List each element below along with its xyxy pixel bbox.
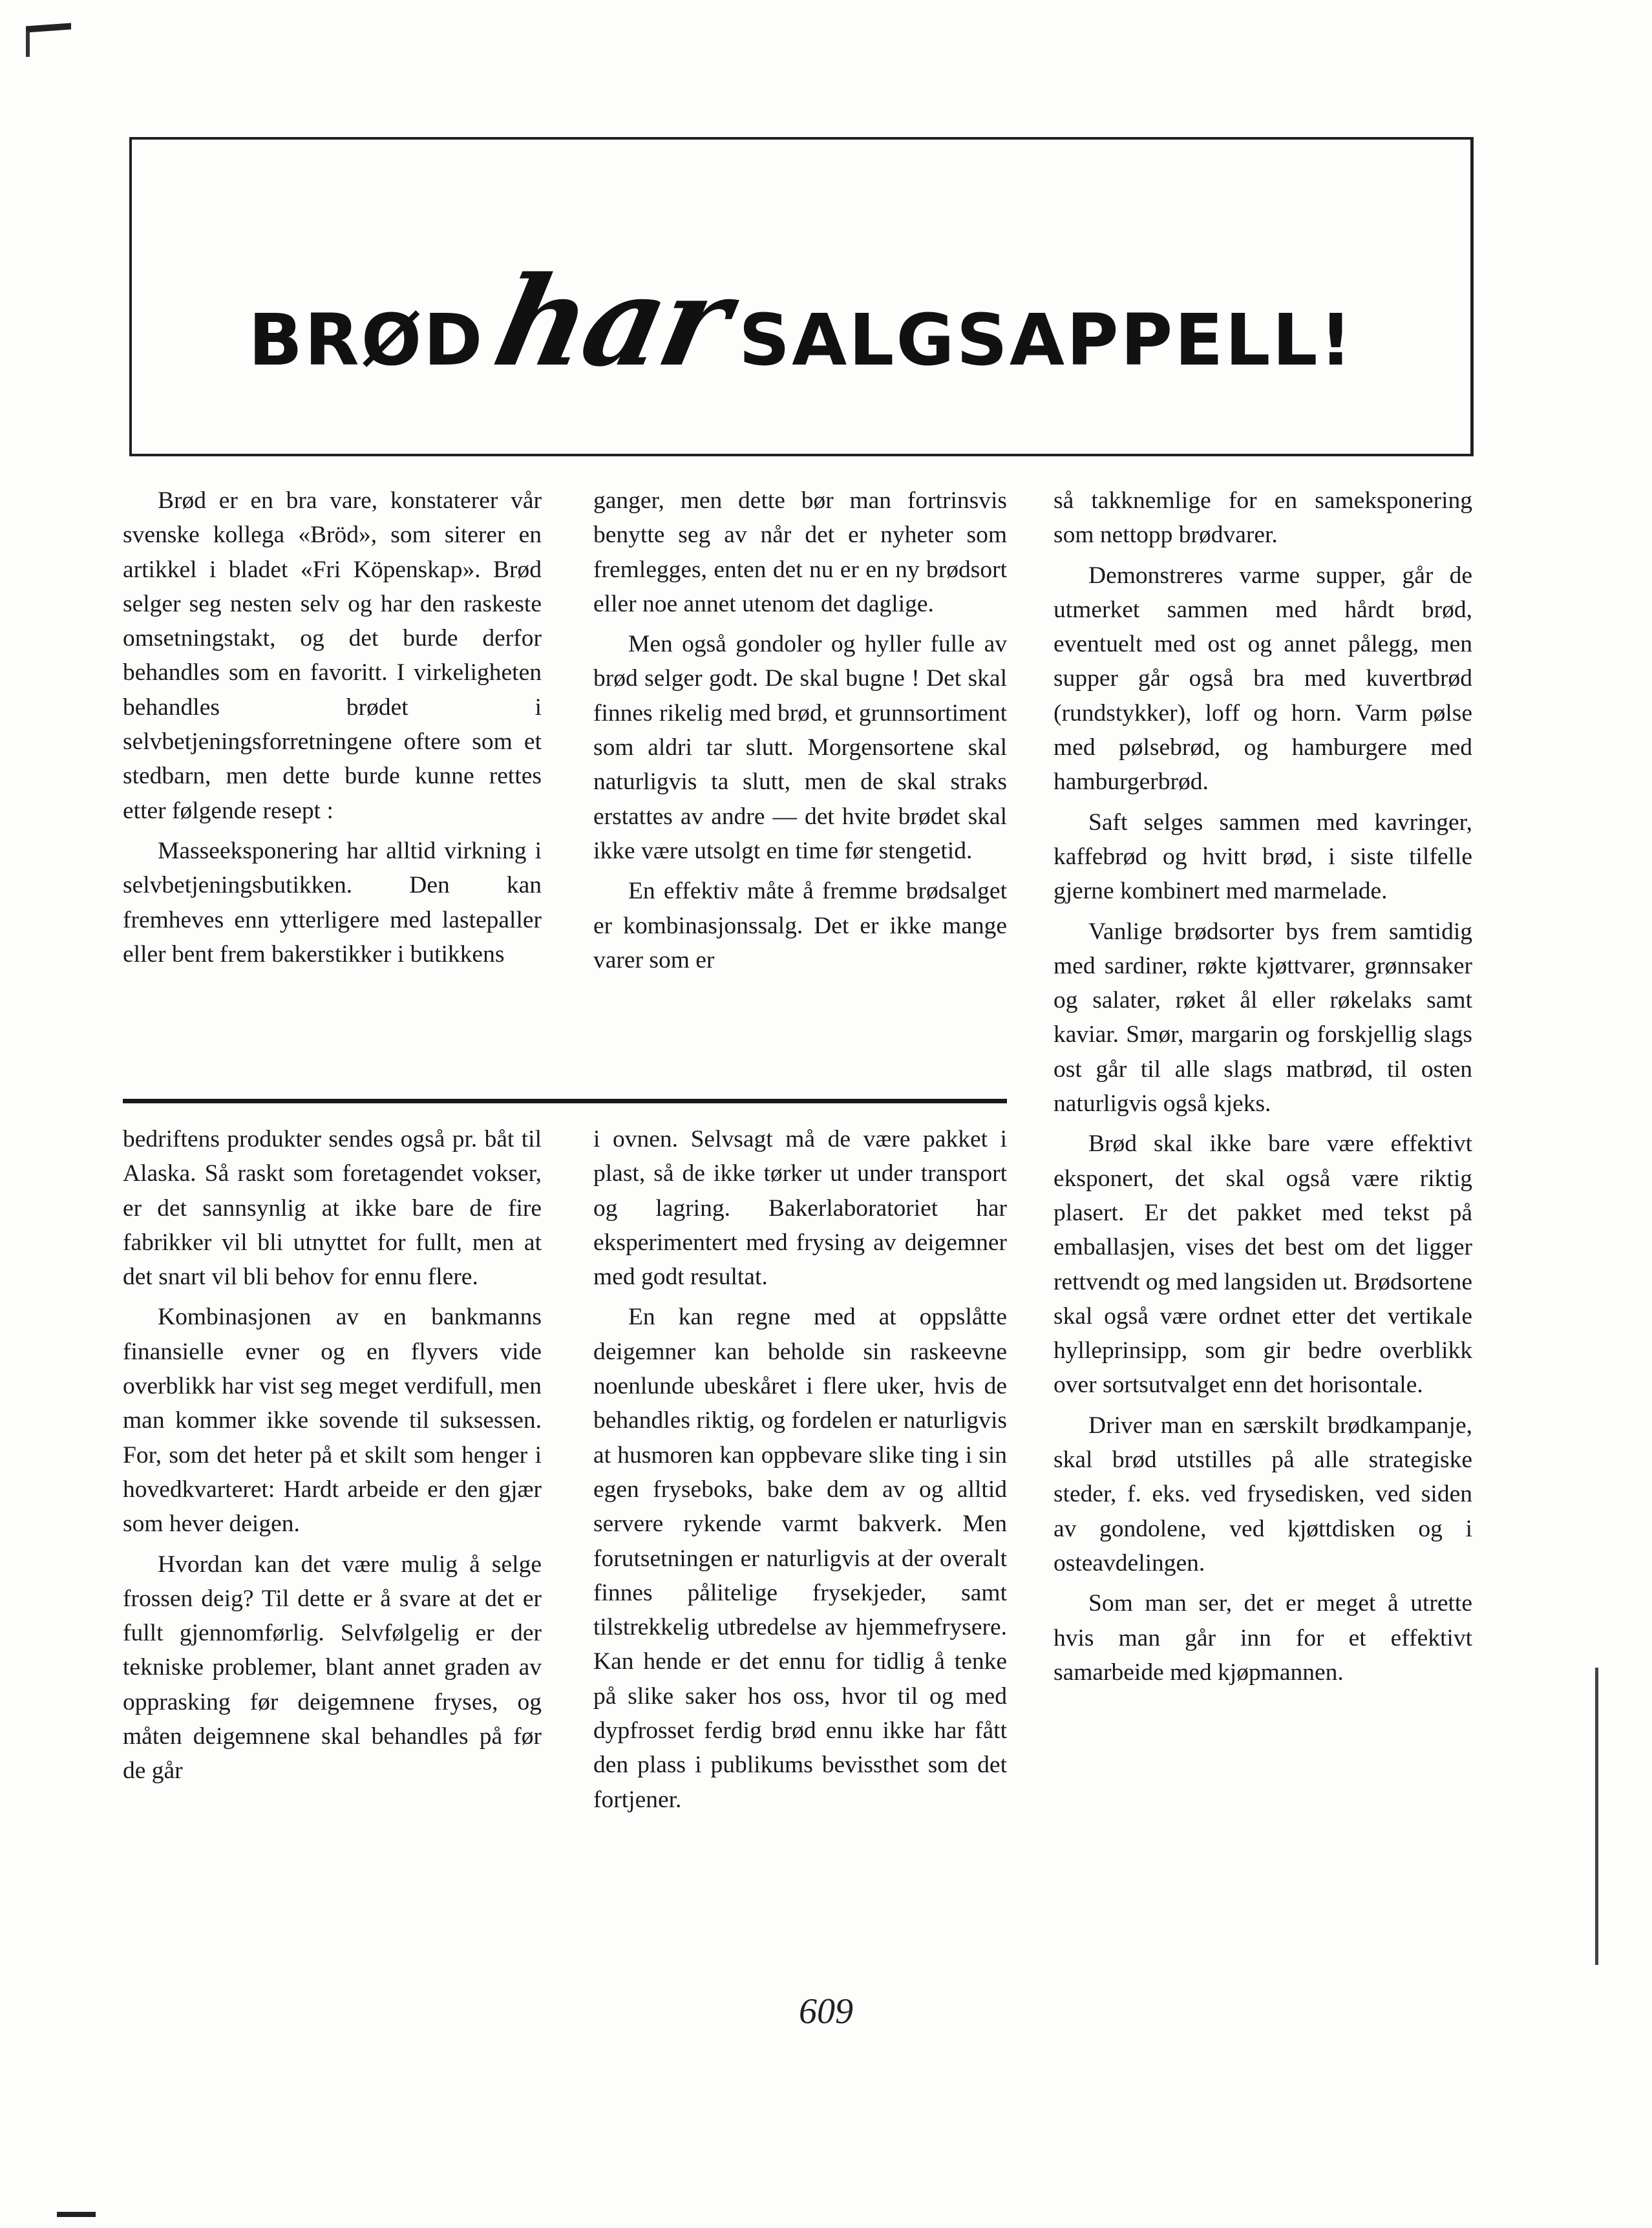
section-divider (123, 1099, 1007, 1103)
paragraph: Hvordan kan det være mulig å selge frossen deig? Til dette er å svare at det er fullt gjennomførlig. Selvfølgelig er der tekniske problemer, blant annet graden av opprasking før deigemnene fryses, og måten deigemnene skal behandles på før de går (123, 1551, 542, 1785)
column-1-bottom (123, 1122, 542, 1794)
scan-edge-mark (26, 31, 30, 57)
scan-edge-mark (26, 23, 71, 33)
title-left-word: BRØD (248, 299, 485, 381)
column-2-bottom (593, 1122, 1007, 1823)
paragraph: så takknemlige for en sameksponering som nettopp brødvarer. (1054, 487, 1472, 549)
paragraph: Brød er en bra vare, konstaterer vår svenske kollega «Bröd», som siterer en artikkel i bladet «Fri Köpenskap». Brød selger seg nesten selv og har den raskeste omsetningstakt, og det burde derfor behandles som en favoritt. I virkeligheten behandles brødet i selvbetjeningsforretningene oftere som et stedbarn, men dette burde kunne rettes etter følgende resept : (123, 487, 542, 824)
title-script-word: har (483, 249, 740, 394)
paragraph: Som man ser, det er meget å utrette hvis man går inn for et effektivt samarbeide med kjøpmannen. (1054, 1590, 1472, 1686)
title-frame (129, 137, 1474, 456)
paragraph: Men også gondoler og hyller fulle av brød selger godt. De skal bugne ! Det skal finnes rikelig med brød, et grunnsortiment som aldri tar slutt. Morgensortene skal naturligvis ta slutt, men de skal straks erstattes av andre — det hvite brødet skal ikke være utsolgt en time før stengetid. (593, 631, 1007, 864)
title-right-word: SALGSAPPELL! (738, 299, 1354, 381)
paragraph: En kan regne med at oppslåtte deigemner kan beholde sin raskeevne noenlunde ubeskåret i flere uker, hvis de behandles riktig, og fordelen er naturligvis at husmoren kan oppbevare slike ting i sin egen fryseboks, bake dem av og alltid servere rykende varmt bakverk. Men forutsetningen er naturligvis at der overalt finnes pålitelige frysekjeder, samt tilstrekkelig utbredelse av hjemmefrysere. Kan hende er det ennu for tidlig å tenke på slike saker hos oss, hvor til og med dypfrosset ferdig brød ennu ikke har fått den plass i publikums bevissthet som det fortjener. (593, 1304, 1007, 1813)
paragraph: Kombinasjonen av en bankmanns finansielle evner og en flyvers vide overblikk har vist seg meget verdifull, men man kommer ikke sovende til suksessen. For, som det heter på et skilt som henger i hovedkvarteret: Hardt arbeide er den gjær som hever deigen. (123, 1304, 542, 1538)
column-3 (1054, 483, 1472, 1695)
column-2-top (593, 483, 1007, 983)
paragraph: Brød skal ikke bare være effektivt eksponert, det skal også være riktig plasert. Er det pakket med tekst på emballasjen, vises det best om det ligger rettvendt og med langsiden ut. Brødsortene skal også være ordnet etter det vertikale hylleprinsipp, som gir bedre overblikk over sortsutvalget enn det horisontale. (1054, 1130, 1472, 1399)
paragraph: Vanlige brødsorter bys frem samtidig med sardiner, røkte kjøttvarer, grønnsaker og salater, røket ål eller røkelaks samt kaviar. Smør, margarin og forskjellig slags ost går til alle slags matbrød, til osten naturligvis også kjeks. (1054, 918, 1472, 1118)
column-1-top (123, 483, 542, 977)
paragraph: Demonstreres varme supper, går de utmerket sammen med hårdt brød, eventuelt med ost og annet pålegg, men supper går også bra med kuvertbrød (rundstykker), loff og horn. Varm pølse med pølsebrød, og hamburgere med hamburgerbrød. (1054, 562, 1472, 796)
page-title (132, 249, 1470, 394)
paragraph: Masseeksponering har alltid virkning i selvbetjeningsbutikken. Den kan fremheves enn ytterligere med lastepaller eller bent frem bakerstikker i butikkens (123, 837, 542, 968)
paragraph: Saft selges sammen med kavringer, kaffebrød og hvitt brød, i siste tilfelle gjerne kombinert med marmelade. (1054, 809, 1472, 905)
paragraph: bedriftens produkter sendes også pr. båt til Alaska. Så raskt som foretagendet vokser, er det sannsynlig at ikke bare de fire fabrikker vil bli utnyttet for fullt, men at det snart vil bli behov for ennu flere. (123, 1126, 542, 1291)
page-number: 609 (799, 1991, 853, 2032)
paragraph: En effektiv måte å fremme brødsalget er kombinasjonssalg. Det er ikke mange varer som er (593, 878, 1007, 973)
paragraph: ganger, men dette bør man fortrinsvis benytte seg av når det er nyheter som fremlegges, enten det nu er en ny brødsort eller noe annet utenom det daglige. (593, 487, 1007, 617)
paragraph: Driver man en særskilt brødkampanje, skal brød utstilles på alle strategiske steder, f. eks. ved frysedisken, ved siden av gondolene, ved kjøttdisken og i osteavdelingen. (1054, 1412, 1472, 1576)
scan-edge-mark (1595, 1668, 1598, 1965)
scan-edge-mark (57, 2212, 96, 2217)
paragraph: i ovnen. Selvsagt må de være pakket i plast, så de ikke tørker ut under transport og lagring. Bakerlaboratoriet har eksperimentert med frysing av deigemner med godt resultat. (593, 1126, 1007, 1291)
